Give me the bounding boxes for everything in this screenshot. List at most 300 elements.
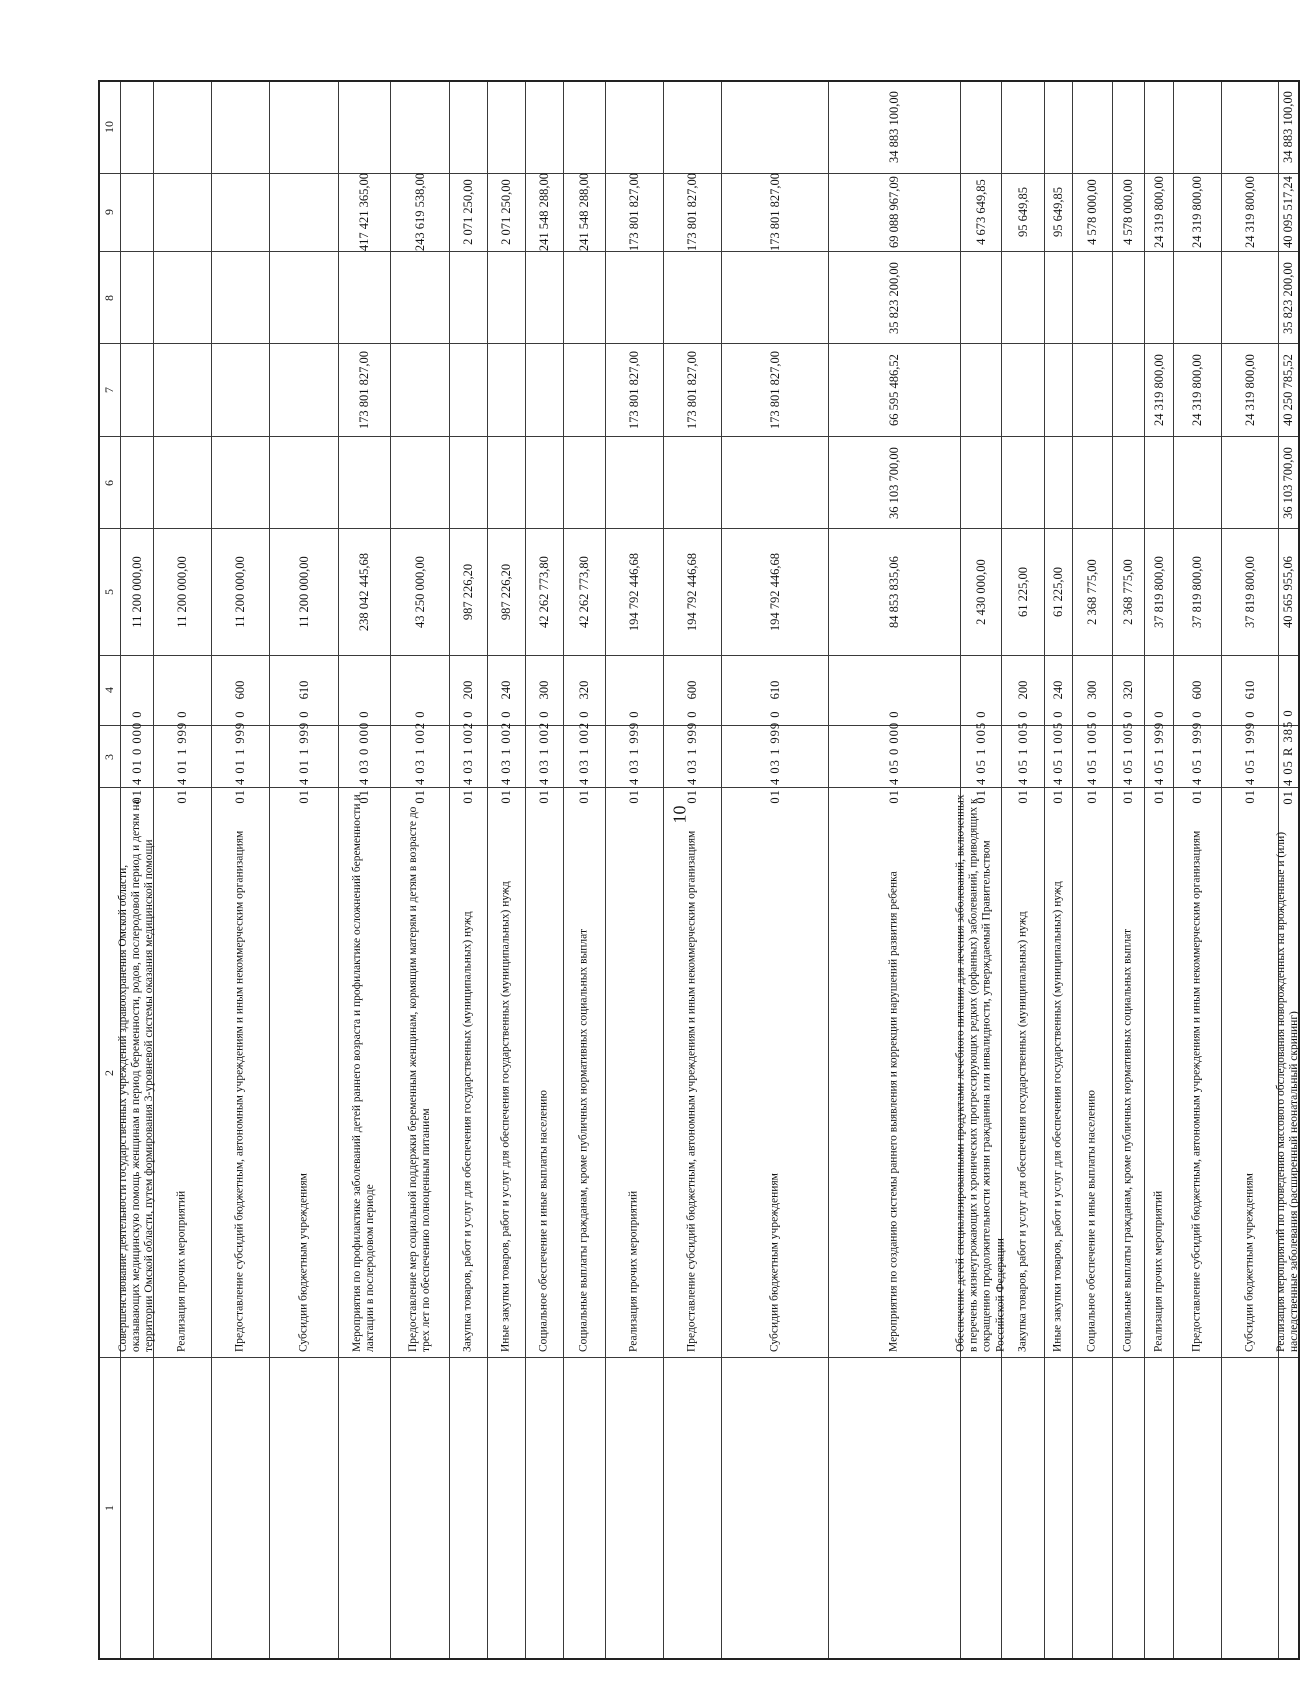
row-description: Иные закупки товаров, работ и услуг для обеспечения государственных (муниципальных) нужд [499,880,512,1352]
amount-value: 42 262 773,80 [576,555,591,628]
expense-type-code: 200 [460,680,475,700]
table-cell [563,344,605,436]
table-cell [605,436,663,528]
amount-value: 417 421 365,00 [356,173,371,252]
table-cell [1044,788,1072,1358]
header-label: 5 [101,588,116,595]
amount-value: 173 801 827,00 [626,173,641,252]
budget-code: 01 4 05 1 005 0 [1015,709,1030,804]
table-cell [1144,788,1173,1358]
table-cell [338,436,390,528]
amount-value: 173 801 827,00 [684,351,699,430]
table-cell [1001,788,1044,1358]
table-cell [663,252,721,344]
row-description: Субсидии бюджетным учреждениям [296,1172,309,1352]
table-cell [449,436,487,528]
table-row-col-3 [99,725,1299,787]
amount-value: 4 673 649,85 [973,179,988,246]
table-cell [120,81,153,173]
amount-value: 66 595 486,52 [886,354,901,427]
table-cell [487,81,525,173]
table-cell [960,344,1001,436]
table-cell [1278,81,1299,173]
amount-value: 194 792 446,68 [684,552,699,631]
amount-value: 24 319 800,00 [1151,176,1166,249]
table-cell [211,436,269,528]
expense-type-code: 300 [1084,680,1099,700]
amount-value: 95 649,85 [1015,187,1030,238]
table-cell [269,788,338,1358]
table-cell [1112,252,1144,344]
table-cell [211,344,269,436]
expense-type-code: 610 [1242,680,1257,700]
table-cell [721,252,828,344]
table-cell [1001,344,1044,436]
row-description: Обеспечение детей специализированными продуктами лечебного питания для лечения заболеваний, включенных в перечень жизнеугрожающих и хронических прогрессирующих редких (орфанных) заболеваний, приводящих к сокращению продолжительности жизни гражданина или инвалидности, утверждаемый Правительством Российской Федерации [954,794,1006,1352]
amount-value: 24 319 800,00 [1242,176,1257,249]
table-cell [563,709,605,804]
table-cell [1044,252,1072,344]
amount-value: 2 071 250,00 [460,179,475,246]
table-cell [338,252,390,344]
page-number: 10 [669,805,690,824]
amount-value: 61 225,00 [1050,566,1065,617]
amount-value: 24 319 800,00 [1189,354,1204,427]
table-cell [1072,436,1112,528]
table-cell [269,529,338,655]
row-description: Субсидии бюджетным учреждениям [767,1172,780,1352]
table-cell [1072,81,1112,173]
table-cell [449,344,487,436]
amount-value: 34 883 100,00 [1281,91,1296,164]
table-cell [120,173,153,251]
budget-code: 01 4 05 1 005 0 [973,709,988,804]
row-description: Мероприятия по профилактике заболеваний детей раннего возраста и профилактике осложнений беременности и лактации в послеродовом периоде [350,794,376,1352]
table-cell [960,173,1001,251]
table-cell [338,788,390,1358]
header-cell [99,81,120,173]
table-cell [828,252,960,344]
header-label: 9 [101,209,116,216]
amount-value: 2 071 250,00 [498,179,513,246]
table-cell [605,709,663,804]
amount-value: 40 565 955,06 [1281,555,1296,628]
table-cell [153,788,211,1358]
table-cell [1044,173,1072,251]
table-cell [338,81,390,173]
table-cell [721,344,828,436]
amount-value: 34 883 100,00 [886,91,901,164]
table-cell [1144,252,1173,344]
table-cell [120,436,153,528]
table-cell [487,344,525,436]
budget-code: 01 4 05 1 999 0 [1189,709,1204,804]
table-cell [1221,81,1278,173]
table-cell [721,173,828,251]
budget-code: 01 4 01 1 999 0 [174,709,189,804]
table-cell [1072,788,1112,1358]
table-cell [1221,709,1278,804]
table-cell [449,788,487,1358]
table-cell [663,81,721,173]
table-cell [1072,709,1112,804]
table-cell [1144,173,1173,251]
table-cell [487,529,525,655]
table-cell [525,252,563,344]
table-cell [1144,436,1173,528]
amount-value: 35 823 200,00 [1281,261,1296,334]
table-cell [338,529,390,655]
amount-value: 173 801 827,00 [626,351,641,430]
table-cell [487,709,525,804]
table-cell [120,1358,153,1659]
table-row-col-7 [99,344,1299,436]
table-cell [269,344,338,436]
table-cell [390,1358,449,1659]
amount-value: 173 801 827,00 [767,351,782,430]
table-cell [153,81,211,173]
table-cell [1001,529,1044,655]
table-cell [663,173,721,251]
table-cell [605,173,663,251]
amount-value: 43 250 000,00 [412,555,427,628]
amount-value: 2 368 775,00 [1120,559,1135,625]
amount-value: 194 792 446,68 [626,552,641,631]
table-cell [1144,709,1173,804]
table-cell [828,344,960,436]
row-description: Мероприятия по созданию системы раннего выявления и коррекции нарушений развития ребенка [887,871,900,1352]
expense-type-code: 600 [1189,680,1204,700]
table-cell [605,529,663,655]
table-cell [1173,436,1221,528]
header-cell [99,529,120,655]
table-cell [1173,173,1221,251]
table-cell [663,529,721,655]
amount-value: 24 319 800,00 [1189,176,1204,249]
table-cell [390,529,449,655]
table-cell [525,1358,563,1659]
table-cell [390,436,449,528]
budget-code: 01 4 05 R 385 0 [1281,708,1296,805]
table-cell [487,436,525,528]
table-cell [211,81,269,173]
amount-value: 40 095 517,24 [1281,176,1296,249]
table-cell [211,529,269,655]
amount-value: 24 319 800,00 [1151,354,1166,427]
amount-value: 36 103 700,00 [886,446,901,519]
budget-code: 01 4 03 1 999 0 [626,709,641,804]
table-cell [1173,1358,1221,1659]
table-cell [605,344,663,436]
row-description: Социальные выплаты гражданам, кроме публичных нормативных социальных выплат [577,928,590,1352]
amount-value: 84 853 835,06 [886,555,901,628]
expense-type-code: 240 [1050,680,1065,700]
table-cell [1112,1358,1144,1659]
table-cell [338,1358,390,1659]
table-cell [1044,1358,1072,1659]
table-cell [563,529,605,655]
table-cell [663,1358,721,1659]
header-label: 7 [101,387,116,394]
row-description: Предоставление субсидий бюджетным, автономным учреждениям и иным некоммерческим организациям [1190,830,1203,1352]
budget-code: 01 4 03 1 002 0 [536,709,551,804]
table-cell [449,252,487,344]
table-cell [153,529,211,655]
table-cell [153,709,211,804]
table-cell [1112,709,1144,804]
row-description: Закупка товаров, работ и услуг для обеспечения государственных (муниципальных) нужд [1015,911,1028,1352]
table-row-col-5 [99,529,1299,655]
table-cell [269,173,338,251]
table-cell [828,81,960,173]
table-cell [1001,436,1044,528]
table-cell [211,709,269,804]
amount-value: 173 801 827,00 [684,173,699,252]
table-cell [1112,788,1144,1358]
table-cell [828,1358,960,1659]
row-description: Социальное обеспечение и иные выплаты населению [1085,1089,1098,1352]
table-cell [1112,436,1144,528]
table-cell [1221,788,1278,1358]
table-row-col-1 [99,1358,1299,1659]
amount-value: 37 819 800,00 [1151,555,1166,628]
budget-code: 01 4 05 1 999 0 [1242,709,1257,804]
header-label: 2 [101,1069,116,1076]
table-cell [605,252,663,344]
table-cell [563,173,605,251]
table-cell [390,788,449,1358]
expense-type-code: 200 [1015,680,1030,700]
table-cell [1072,529,1112,655]
row-description: Реализация прочих мероприятий [175,1190,188,1352]
table-cell [269,252,338,344]
header-cell [99,655,120,725]
header-label: 4 [101,687,116,694]
table-cell [1044,436,1072,528]
amount-value: 987 226,20 [498,563,513,621]
table-cell [1001,252,1044,344]
expense-type-code: 600 [232,680,247,700]
amount-value: 11 200 000,00 [296,556,311,628]
table-cell [153,436,211,528]
table-cell [487,252,525,344]
budget-code: 01 4 01 1 999 0 [296,709,311,804]
amount-value: 69 088 967,09 [886,176,901,249]
table-cell [487,173,525,251]
table-cell [1275,788,1301,1358]
header-label: 10 [101,121,116,134]
table-cell [120,709,153,804]
table-cell [663,709,721,804]
table-cell [1001,1358,1044,1659]
row-description: Предоставление субсидий бюджетным, автономным учреждениям и иным некоммерческим организациям [233,830,246,1352]
table-cell [153,344,211,436]
table-cell [1112,344,1144,436]
table-cell [1221,344,1278,436]
amount-value: 173 801 827,00 [767,173,782,252]
amount-value: 11 200 000,00 [174,556,189,628]
table-cell [828,529,960,655]
table-row-col-10 [99,81,1299,173]
table-cell [721,81,828,173]
table-cell [1278,529,1299,655]
table-cell [828,788,960,1358]
amount-value: 194 792 446,68 [767,552,782,631]
table-cell [211,173,269,251]
header-cell [99,252,120,344]
amount-value: 24 319 800,00 [1242,354,1257,427]
row-description: Закупка товаров, работ и услуг для обеспечения государственных (муниципальных) нужд [461,911,474,1352]
amount-value: 40 250 785,52 [1281,354,1296,427]
header-label: 8 [101,294,116,301]
table-cell [605,1358,663,1659]
table-cell [721,709,828,804]
amount-value: 173 801 827,00 [356,351,371,430]
table-cell [390,252,449,344]
table-cell [449,709,487,804]
table-cell [1221,173,1278,251]
table-cell [721,788,828,1358]
table-cell [116,788,156,1358]
table-cell [1221,1358,1278,1659]
table-cell [525,344,563,436]
table-cell [721,436,828,528]
budget-code: 01 4 03 1 999 0 [684,709,699,804]
row-description: Иные закупки товаров, работ и услуг для обеспечения государственных (муниципальных) нужд [1051,880,1064,1352]
table-cell [1044,709,1072,804]
table-cell [954,788,1006,1358]
budget-code: 01 4 01 1 999 0 [232,709,247,804]
table-cell [1173,344,1221,436]
header-label: 1 [101,1505,116,1512]
table-cell [211,788,269,1358]
header-cell [99,173,120,251]
table-cell [663,788,721,1358]
table-cell [1173,788,1221,1358]
table-cell [1001,709,1044,804]
expense-type-code: 610 [767,680,782,700]
amount-value: 241 548 288,00 [536,173,551,252]
budget-code: 01 4 05 1 999 0 [1151,709,1166,804]
budget-table [98,80,1300,1660]
table-cell [525,436,563,528]
expense-type-code: 320 [1120,680,1135,700]
row-description: Социальное обеспечение и иные выплаты населению [537,1089,550,1352]
row-description: Предоставление субсидий бюджетным, автономным учреждениям и иным некоммерческим организациям [685,830,698,1352]
row-description: Субсидии бюджетным учреждениям [1242,1172,1255,1352]
header-cell [99,1358,120,1659]
table-cell [960,709,1001,804]
expense-type-code: 300 [536,680,551,700]
table-cell [525,173,563,251]
expense-type-code: 600 [684,680,699,700]
table-cell [449,173,487,251]
amount-value: 37 819 800,00 [1242,555,1257,628]
table-cell [269,1358,338,1659]
table-cell [1278,344,1299,436]
table-cell [525,709,563,804]
row-description: Реализация мероприятий по проведению массового обследования новорожденных на врожденные и (или) наследственные заболевания (расширенный неонатальный скрининг) [1275,831,1301,1352]
table-cell [1278,436,1299,528]
table-cell [1144,529,1173,655]
amount-value: 37 819 800,00 [1189,555,1204,628]
table-cell [1278,252,1299,344]
table-row-col-8 [99,252,1299,344]
table-cell [1072,173,1112,251]
table-cell [563,1358,605,1659]
table-cell [1001,173,1044,251]
budget-code: 01 4 01 0 000 0 [129,709,144,804]
table-cell [605,788,663,1358]
header-label: 3 [101,753,116,760]
table-cell [449,1358,487,1659]
table-cell [525,529,563,655]
table-cell [1221,252,1278,344]
row-description: Предоставление мер социальной поддержки беременным женщинам, кормящим матерям и детям в возрасте до трех лет по обеспечению полноценным питанием [406,806,432,1352]
amount-value: 61 225,00 [1015,566,1030,617]
row-description: Реализация прочих мероприятий [627,1190,640,1352]
amount-value: 241 548 288,00 [576,173,591,252]
expense-type-code: 610 [296,680,311,700]
table-cell [1044,529,1072,655]
budget-code: 01 4 05 1 005 0 [1084,709,1099,804]
table-cell [269,436,338,528]
table-cell [390,81,449,173]
table-cell [1112,81,1144,173]
table-cell [211,1358,269,1659]
budget-code: 01 4 03 1 999 0 [767,709,782,804]
table-cell [1001,81,1044,173]
table-cell [525,788,563,1358]
header-cell [99,725,120,787]
table-cell [960,529,1001,655]
amount-value: 243 619 538,00 [412,173,427,252]
budget-code: 01 4 03 0 000 0 [356,709,371,804]
table-cell [828,173,960,251]
amount-value: 95 649,85 [1050,187,1065,238]
table-cell [487,788,525,1358]
header-cell [99,344,120,436]
table-cell [721,529,828,655]
amount-value: 987 226,20 [460,563,475,621]
budget-code: 01 4 05 1 005 0 [1050,709,1065,804]
table-cell [1072,344,1112,436]
table-cell [390,709,449,804]
table-cell [211,252,269,344]
table-cell [960,1358,1001,1659]
table-cell [153,252,211,344]
table-cell [563,252,605,344]
table-cell [1221,529,1278,655]
table-cell [828,436,960,528]
table-cell [1144,1358,1173,1659]
table-cell [390,173,449,251]
table-cell [1144,81,1173,173]
table-cell [960,252,1001,344]
table-cell [721,1358,828,1659]
row-description: Совершенствование деятельности государственных учреждений здравоохранения Омской области, оказывающих медицинскую помощь женщинам в период беременности, родов, послеродовой период и детям на территории Омской области, путем формирования 3-уровневой системы оказания медицинской помощи [116,799,156,1352]
table-cell [1072,252,1112,344]
table-cell [269,709,338,804]
table-cell [338,344,390,436]
table-cell [1044,81,1072,173]
amount-value: 2 368 775,00 [1084,559,1099,625]
table-cell [153,173,211,251]
table-cell [563,81,605,173]
table-cell [1112,173,1144,251]
expense-type-code: 240 [498,680,513,700]
table-cell [563,788,605,1358]
